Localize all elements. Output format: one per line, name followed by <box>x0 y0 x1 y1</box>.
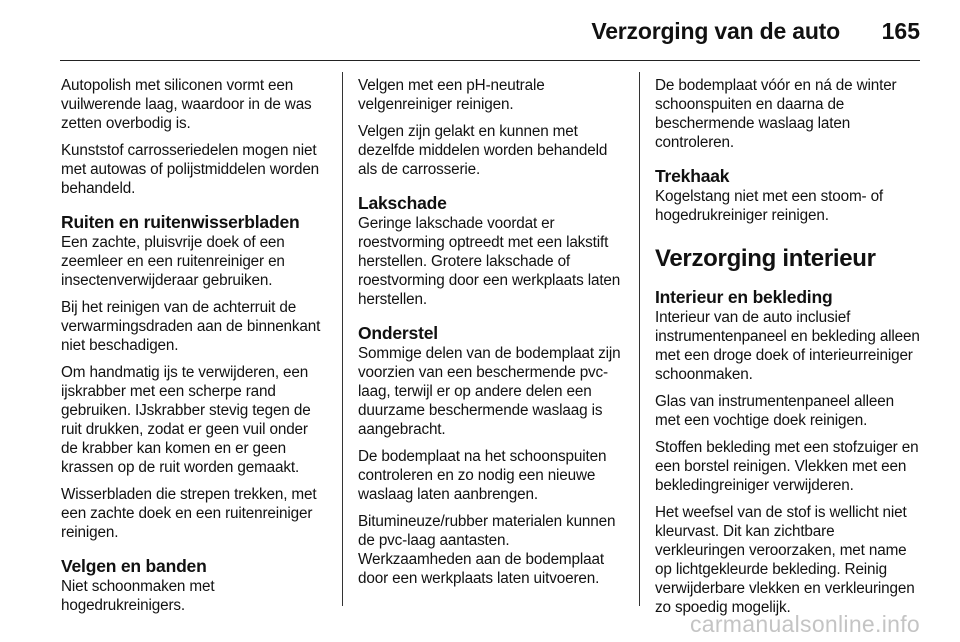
page-number: 165 <box>881 18 920 44</box>
paragraph: Glas van instrumentenpaneel alleen met een vochtige doek reinigen. <box>655 393 894 429</box>
paragraph: Een zachte, pluisvrije doek of een zeemleer en een ruitenreiniger en insectenverwijderaar gebruiken. <box>61 234 285 289</box>
paragraph: Het weefsel van de stof is wellicht niet kleurvast. Dit kan zichtbare verkleuringen veroorzaken, met name op lichtgekleurde bekleding. Reinig verwijderbare vlekken en verkleuringen zo spoedig mogelijk. <box>655 504 915 616</box>
column-1 <box>61 76 327 623</box>
paragraph: De bodemplaat vóór en ná de winter schoonspuiten en daarna de beschermende waslaag laten controleren. <box>655 77 897 151</box>
paragraph: De bodemplaat na het schoonspuiten controleren en zo nodig een nieuwe waslaag laten aanbrengen. <box>358 448 607 503</box>
paragraph: Autopolish met siliconen vormt een vuilwerende laag, waardoor in de was zetten overbodig is. <box>61 77 312 132</box>
paragraph: Wisserbladen die strepen trekken, met een zachte doek en een ruitenreiniger reinigen. <box>61 486 317 541</box>
paragraph: Velgen zijn gelakt en kunnen met dezelfde middelen worden behandeld als de carrosserie. <box>358 123 608 178</box>
chapter-heading-interieur: Verzorging interieur <box>655 245 876 272</box>
paragraph: Om handmatig ijs te verwijderen, een ijskrabber met een scherpe rand gebruiken. IJskrabber stevig tegen de ruit drukken, zodat er geen vuil onder de krabber kan komen en er geen krassen op de ruit worden gemaakt. <box>61 364 311 476</box>
section-heading-lakschade: Lakschade <box>358 193 447 213</box>
paragraph: Sommige delen van de bodemplaat zijn voorzien van een beschermende pvc-laag, terwijl er op andere delen een duurzame beschermende waslaag is aangebracht. <box>358 345 621 438</box>
header-rule <box>60 60 920 61</box>
section-heading-interieur-bekleding: Interieur en bekleding <box>655 287 833 307</box>
page-header <box>0 0 960 60</box>
paragraph: Geringe lakschade voordat er roestvorming optreedt met een lakstift herstellen. Grotere lakschade of roestvorming door een werkplaats laten herstellen. <box>358 215 621 308</box>
watermark-text: carmanualsonline.info <box>689 611 920 637</box>
paragraph: Kogelstang niet met een stoom- of hogedrukreiniger reinigen. <box>655 188 884 224</box>
section-heading-ruiten: Ruiten en ruitenwisserbladen <box>61 212 300 232</box>
column-divider-1 <box>342 72 343 606</box>
column-divider-2 <box>639 72 640 606</box>
column-3 <box>655 76 921 625</box>
paragraph: Stoffen bekleding met een stofzuiger en een borstel reinigen. Vlekken met een bekledingreiniger verwijderen. <box>655 439 919 494</box>
paragraph: Bitumineuze/rubber materialen kunnen de pvc-laag aantasten. Werkzaamheden aan de bodemplaat door een werkplaats laten uitvoeren. <box>358 513 616 587</box>
section-heading-onderstel: Onderstel <box>358 323 438 343</box>
section-heading-trekhaak: Trekhaak <box>655 166 730 186</box>
column-2 <box>358 76 624 596</box>
paragraph: Kunststof carrosseriedelen mogen niet met autowas of polijstmiddelen worden behandeld. <box>61 142 320 197</box>
paragraph: Interieur van de auto inclusief instrumentenpaneel en bekleding alleen met een droge doek of interieurreiniger schoonmaken. <box>655 309 920 383</box>
page-title: Verzorging van de auto <box>591 18 840 44</box>
paragraph: Niet schoonmaken met hogedrukreinigers. <box>61 578 215 614</box>
section-heading-velgen: Velgen en banden <box>61 556 207 576</box>
paragraph: Velgen met een pH-neutrale velgenreiniger reinigen. <box>358 77 545 113</box>
paragraph: Bij het reinigen van de achterruit de verwarmingsdraden aan de binnenkant niet beschadigen. <box>61 299 321 354</box>
